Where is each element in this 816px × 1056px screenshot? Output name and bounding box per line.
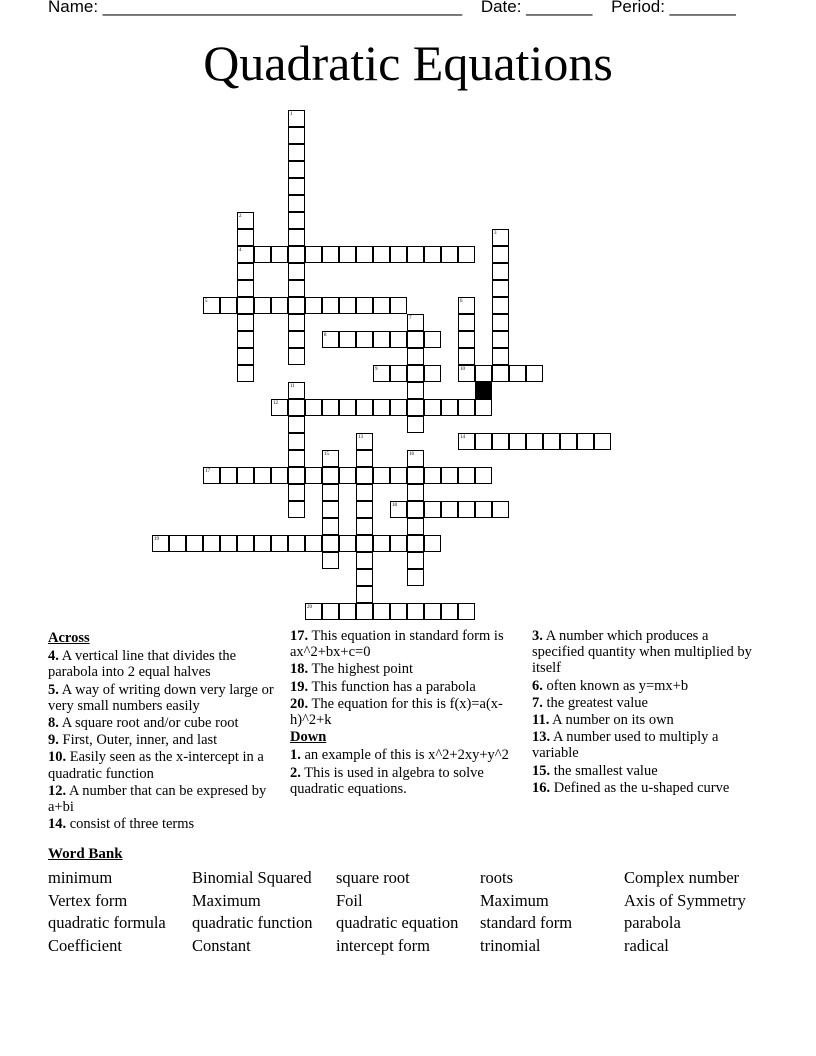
clue-number: 16.	[532, 779, 551, 796]
clue-text: This equation in standard form is ax^2+bx+c=0	[290, 628, 504, 661]
crossword-cell[interactable]	[339, 246, 356, 263]
clue-text: A number on its own	[552, 712, 674, 729]
crossword-cell[interactable]	[407, 467, 424, 484]
clue-item	[532, 695, 762, 711]
crossword-cell[interactable]	[458, 603, 475, 620]
crossword-cell[interactable]	[458, 399, 475, 416]
crossword-clue-number: 3	[494, 231, 497, 236]
crossword-cell[interactable]	[475, 399, 492, 416]
crossword-cell[interactable]	[356, 331, 373, 348]
crossword-cell[interactable]	[526, 433, 543, 450]
crossword-cell[interactable]	[526, 365, 543, 382]
crossword-cell[interactable]	[407, 365, 424, 382]
crossword-cell[interactable]	[373, 331, 390, 348]
crossword-cell[interactable]	[407, 569, 424, 586]
clue-number: 20.	[290, 695, 309, 712]
date-field[interactable]: Date: _______	[480, 0, 593, 16]
clues-column-2	[290, 628, 518, 798]
crossword-cell[interactable]	[288, 348, 305, 365]
crossword-cell[interactable]	[288, 314, 305, 331]
clue-number: 3.	[532, 628, 543, 644]
crossword-cell[interactable]	[254, 535, 271, 552]
crossword-cell[interactable]	[407, 246, 424, 263]
crossword-cell[interactable]	[407, 535, 424, 552]
clue-item	[532, 763, 762, 779]
crossword-clue-number: 13	[358, 435, 363, 440]
crossword-clue-number: 9	[375, 367, 378, 372]
clue-item	[532, 628, 762, 677]
crossword-cell[interactable]	[492, 433, 509, 450]
clue-item	[48, 682, 274, 714]
crossword-cell[interactable]	[475, 501, 492, 518]
crossword-cell[interactable]	[288, 127, 305, 144]
crossword-cell[interactable]	[441, 246, 458, 263]
crossword-cell[interactable]	[407, 603, 424, 620]
crossword-cell[interactable]	[543, 433, 560, 450]
word-bank-item: standard form	[480, 913, 573, 932]
crossword-cell[interactable]	[288, 535, 305, 552]
crossword-cell[interactable]	[373, 603, 390, 620]
word-bank-item: intercept form	[336, 935, 430, 955]
crossword-cell[interactable]	[339, 331, 356, 348]
crossword-cell[interactable]	[475, 433, 492, 450]
crossword-cell[interactable]	[441, 603, 458, 620]
crossword-clue-number: 2	[239, 214, 242, 219]
crossword-cell[interactable]	[322, 501, 339, 518]
crossword-cell[interactable]	[356, 552, 373, 569]
clue-text: The highest point	[311, 661, 413, 678]
word-bank-item: Complex number	[624, 868, 740, 887]
crossword-cell[interactable]	[458, 331, 475, 348]
clue-item	[532, 678, 762, 694]
crossword-cell[interactable]	[492, 246, 509, 263]
word-bank-item: Binomial Squared	[192, 868, 312, 887]
clue-item	[532, 729, 762, 761]
crossword-clue-number: 8	[324, 333, 327, 338]
clue-text: the smallest value	[553, 762, 658, 779]
page-title: Quadratic Equations	[203, 35, 613, 91]
crossword-cell[interactable]	[458, 467, 475, 484]
crossword-cell[interactable]	[356, 467, 373, 484]
clues-column-3	[532, 628, 762, 797]
crossword-cell[interactable]	[594, 433, 611, 450]
crossword-cell[interactable]	[424, 603, 441, 620]
crossword-cell[interactable]	[322, 603, 339, 620]
crossword-cell[interactable]	[237, 280, 254, 297]
crossword-cell[interactable]	[339, 399, 356, 416]
crossword-cell[interactable]	[424, 467, 441, 484]
crossword-cell[interactable]	[441, 467, 458, 484]
clue-text: the greatest value	[546, 694, 648, 711]
clues-column-1	[48, 628, 274, 833]
crossword-cell[interactable]	[356, 484, 373, 501]
clue-number: 18.	[290, 661, 309, 678]
crossword-clue-number: 16	[409, 452, 414, 457]
crossword-cell[interactable]	[356, 518, 373, 535]
crossword-cell[interactable]	[492, 314, 509, 331]
crossword-clue-number: 19	[154, 537, 159, 542]
clue-number: 12.	[48, 782, 67, 799]
crossword-cell[interactable]	[390, 399, 407, 416]
crossword-cell[interactable]	[254, 246, 271, 263]
clue-number: 7.	[532, 694, 543, 711]
crossword-cell[interactable]	[339, 297, 356, 314]
crossword-cell[interactable]	[237, 535, 254, 552]
crossword-cell[interactable]	[237, 314, 254, 331]
crossword-cell[interactable]	[577, 433, 594, 450]
crossword-cell[interactable]	[288, 416, 305, 433]
clue-number: 4.	[48, 648, 59, 665]
crossword-cell[interactable]	[356, 450, 373, 467]
crossword-cell[interactable]	[424, 246, 441, 263]
crossword-cell[interactable]	[373, 399, 390, 416]
crossword-cell[interactable]	[288, 399, 305, 416]
clue-number: 9.	[48, 732, 59, 749]
crossword-cell[interactable]	[458, 348, 475, 365]
clue-number: 15.	[532, 762, 551, 779]
clue-text: A number used to multiply a variable	[532, 729, 719, 762]
crossword-clue-number: 17	[205, 469, 210, 474]
word-bank-title: Word Bank	[48, 846, 123, 862]
clue-item	[48, 732, 274, 748]
crossword-cell[interactable]	[322, 399, 339, 416]
crossword-black-cell	[475, 382, 492, 399]
clue-item	[290, 661, 518, 677]
clue-text: often known as y=mx+b	[546, 677, 689, 694]
crossword-cell[interactable]	[271, 297, 288, 314]
crossword-cell[interactable]	[288, 467, 305, 484]
crossword-cell[interactable]	[322, 467, 339, 484]
clue-text: Defined as the u-shaped curve	[553, 779, 730, 796]
crossword-cell[interactable]	[305, 535, 322, 552]
crossword-cell[interactable]	[407, 331, 424, 348]
clue-item	[48, 783, 274, 815]
clue-item	[290, 628, 518, 660]
word-bank-item: radical	[624, 935, 669, 955]
crossword-cell[interactable]	[288, 246, 305, 263]
crossword-cell[interactable]	[254, 297, 271, 314]
crossword-cell[interactable]	[407, 416, 424, 433]
crossword-cell[interactable]	[356, 535, 373, 552]
clue-item	[290, 679, 518, 695]
crossword-cell[interactable]	[186, 535, 203, 552]
clue-item	[532, 780, 762, 796]
clue-text: Easily seen as the x-intercept in a quadratic function	[48, 749, 264, 782]
crossword-cell[interactable]	[305, 467, 322, 484]
crossword-cell[interactable]	[169, 535, 186, 552]
clue-text: A number that can be expresed by a+bi	[48, 782, 267, 816]
crossword-cell[interactable]	[492, 297, 509, 314]
crossword-cell[interactable]	[356, 246, 373, 263]
crossword-cell[interactable]	[356, 399, 373, 416]
clue-item	[48, 816, 274, 832]
crossword-cell[interactable]	[322, 246, 339, 263]
word-bank-item: Constant	[192, 935, 251, 955]
crossword-cell[interactable]	[458, 314, 475, 331]
crossword-clue-number: 20	[307, 605, 312, 610]
word-bank-item: quadratic equation	[336, 913, 459, 932]
crossword-cell[interactable]	[492, 348, 509, 365]
clue-number: 19.	[290, 678, 309, 695]
clue-number: 17.	[290, 628, 309, 644]
crossword-cell[interactable]	[288, 297, 305, 314]
crossword-cell[interactable]	[407, 552, 424, 569]
clue-number: 2.	[290, 764, 301, 781]
crossword-cell[interactable]	[288, 484, 305, 501]
clue-item	[48, 749, 274, 781]
clue-number: 13.	[532, 729, 551, 746]
crossword-cell[interactable]	[390, 246, 407, 263]
clue-item	[290, 696, 518, 728]
crossword-cell[interactable]	[305, 399, 322, 416]
clue-number: 1.	[290, 747, 301, 764]
crossword-cell[interactable]	[220, 297, 237, 314]
across-heading: Across	[48, 630, 90, 646]
crossword-cell[interactable]	[509, 433, 526, 450]
crossword-cell[interactable]	[407, 399, 424, 416]
crossword-cell[interactable]	[560, 433, 577, 450]
clue-text: A way of writing down very large or very small numbers easily	[48, 681, 274, 714]
crossword-cell[interactable]	[237, 263, 254, 280]
crossword-cell[interactable]	[220, 467, 237, 484]
crossword-cell[interactable]	[390, 535, 407, 552]
crossword-cell[interactable]	[492, 280, 509, 297]
crossword-cell[interactable]	[288, 280, 305, 297]
clue-text: A square root and/or cube root	[61, 715, 239, 732]
clue-text: This function has a parabola	[311, 678, 476, 695]
crossword-clue-number: 12	[273, 401, 278, 406]
crossword-cell[interactable]	[288, 450, 305, 467]
crossword-cell[interactable]	[288, 263, 305, 280]
crossword-cell[interactable]	[305, 297, 322, 314]
crossword-cell[interactable]	[288, 144, 305, 161]
crossword-cell[interactable]	[424, 399, 441, 416]
clue-item	[532, 712, 762, 728]
crossword-cell[interactable]	[271, 535, 288, 552]
crossword-cell[interactable]	[492, 501, 509, 518]
crossword-cell[interactable]	[492, 263, 509, 280]
crossword-cell[interactable]	[356, 603, 373, 620]
clue-number: 8.	[48, 715, 59, 732]
crossword-cell[interactable]	[237, 331, 254, 348]
crossword-cell[interactable]	[441, 399, 458, 416]
word-bank	[48, 868, 788, 956]
word-bank-item: Axis of Symmetry	[624, 890, 746, 910]
down-heading: Down	[290, 729, 327, 746]
clue-item	[290, 747, 518, 763]
clue-number: 6.	[532, 677, 543, 694]
crossword-cell[interactable]	[322, 518, 339, 535]
crossword-cell[interactable]	[458, 501, 475, 518]
crossword-cell[interactable]	[322, 552, 339, 569]
crossword-cell[interactable]	[271, 246, 288, 263]
crossword-cell[interactable]	[237, 229, 254, 246]
crossword-cell[interactable]	[237, 467, 254, 484]
crossword-cell[interactable]	[237, 297, 254, 314]
word-bank-item: Coefficient	[48, 935, 122, 955]
crossword-cell[interactable]	[339, 535, 356, 552]
crossword-clue-number: 10	[460, 367, 465, 372]
crossword-clue-number: 14	[460, 435, 465, 440]
crossword-cell[interactable]	[390, 331, 407, 348]
crossword-cell[interactable]	[288, 178, 305, 195]
word-bank-item: Maximum	[480, 890, 549, 910]
word-bank-item: Foil	[336, 890, 363, 910]
clue-text: an example of this is x^2+2xy+y^2	[304, 747, 509, 764]
word-bank-item: roots	[480, 868, 513, 887]
clue-text: consist of three terms	[69, 816, 195, 833]
clue-text: The equation for this is f(x)=a(x-h)^2+k	[290, 695, 503, 729]
clue-number: 5.	[48, 681, 59, 698]
clue-number: 14.	[48, 816, 67, 833]
period-field[interactable]: Period: _______	[611, 0, 736, 16]
crossword-cell[interactable]	[356, 297, 373, 314]
crossword-cell[interactable]	[237, 365, 254, 382]
crossword-cell[interactable]	[220, 535, 237, 552]
word-bank-item: quadratic formula	[48, 913, 166, 932]
crossword-cell[interactable]	[322, 297, 339, 314]
name-field[interactable]: Name: ______________________________________	[48, 0, 463, 16]
crossword-cell[interactable]	[339, 467, 356, 484]
crossword-clue-number: 6	[460, 299, 463, 304]
crossword-cell[interactable]	[424, 331, 441, 348]
crossword-cell[interactable]	[407, 518, 424, 535]
crossword-cell[interactable]	[424, 535, 441, 552]
crossword-clue-number: 15	[324, 452, 329, 457]
crossword-cell[interactable]	[407, 382, 424, 399]
clue-text: First, Outer, inner, and last	[62, 732, 218, 749]
crossword-clue-number: 7	[409, 316, 412, 321]
clue-item	[48, 648, 274, 680]
crossword-cell[interactable]	[475, 467, 492, 484]
clue-text: A number which produces a specified quantity when multiplied by itself	[532, 628, 752, 677]
crossword-clue-number: 18	[392, 503, 397, 508]
crossword-cell[interactable]	[424, 501, 441, 518]
crossword-cell[interactable]	[288, 501, 305, 518]
clue-text: This is used in algebra to solve quadratic equations.	[290, 764, 484, 797]
crossword-cell[interactable]	[390, 297, 407, 314]
crossword-cell[interactable]	[356, 569, 373, 586]
crossword-cell[interactable]	[458, 246, 475, 263]
crossword-cell[interactable]	[390, 603, 407, 620]
clue-number: 10.	[48, 749, 67, 766]
crossword-cell[interactable]	[288, 433, 305, 450]
crossword-cell[interactable]	[373, 246, 390, 263]
crossword-cell[interactable]	[356, 586, 373, 603]
crossword-cell[interactable]	[254, 467, 271, 484]
crossword-cell[interactable]	[407, 484, 424, 501]
crossword-clue-number: 4	[239, 248, 242, 253]
crossword-cell[interactable]	[237, 348, 254, 365]
crossword-cell[interactable]	[407, 348, 424, 365]
crossword-cell[interactable]	[288, 229, 305, 246]
crossword-cell[interactable]	[509, 365, 526, 382]
word-bank-item: Maximum	[192, 890, 261, 910]
crossword-cell[interactable]	[390, 365, 407, 382]
crossword-cell[interactable]	[322, 535, 339, 552]
crossword-clue-number: 5	[205, 299, 208, 304]
clue-text: A vertical line that divides the parabola into 2 equal halves	[48, 648, 237, 681]
crossword-clue-number: 1	[290, 112, 293, 117]
crossword-cell[interactable]	[288, 195, 305, 212]
clue-item	[290, 765, 518, 797]
crossword-clue-number: 11	[290, 384, 295, 389]
clue-item	[48, 715, 274, 731]
crossword-cell[interactable]	[288, 331, 305, 348]
crossword-cell[interactable]	[373, 297, 390, 314]
clue-number: 11.	[532, 712, 550, 729]
crossword-cell[interactable]	[475, 365, 492, 382]
word-bank-item: quadratic function	[192, 913, 313, 932]
crossword-cell[interactable]	[373, 535, 390, 552]
word-bank-item: minimum	[48, 868, 113, 887]
crossword-cell[interactable]	[305, 246, 322, 263]
crossword-cell[interactable]	[492, 365, 509, 382]
crossword-cell[interactable]	[288, 212, 305, 229]
crossword-cell[interactable]	[339, 603, 356, 620]
crossword-cell[interactable]	[390, 467, 407, 484]
crossword-cell[interactable]	[322, 484, 339, 501]
crossword-cell[interactable]	[441, 501, 458, 518]
crossword-cell[interactable]	[492, 331, 509, 348]
crossword-cell[interactable]	[356, 501, 373, 518]
crossword-cell[interactable]	[271, 467, 288, 484]
crossword-cell[interactable]	[407, 501, 424, 518]
word-bank-item: Vertex form	[48, 890, 128, 910]
word-bank-item: square root	[336, 868, 410, 887]
crossword-cell[interactable]	[373, 467, 390, 484]
crossword-cell[interactable]	[203, 535, 220, 552]
crossword-cell[interactable]	[424, 365, 441, 382]
word-bank-item: trinomial	[480, 935, 541, 955]
word-bank-item: parabola	[624, 913, 681, 932]
crossword-cell[interactable]	[288, 161, 305, 178]
